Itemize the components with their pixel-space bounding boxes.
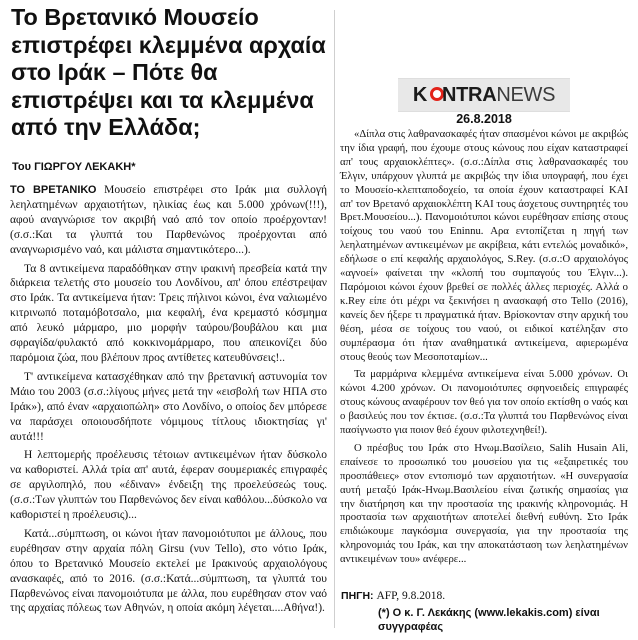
logo-text: NTRA: [441, 84, 497, 106]
paragraph: Η λεπτομερής προέλευσις τέτοιων αντικειμένων ήταν δύσκολο να καθοριστεί. Αλλά τρία απ' αυτά, έφεραν σουμεριακές επιγραφές σε αργιλοπηλό, που «έδιναν» ένδειξη της προελεύσεώς τους. (σ.σ.:Των γλυπτών του Παρθενώνος δεν είναι καθόλου...δύσκολο να καθοριστεί η προέλευσις)...: [10, 449, 327, 522]
left-column: [10, 183, 327, 620]
paragraph: «Δίπλα στις λαθρανασκαφές ήταν σπασμένοι κώνοι με ακριβώς την ίδια γραφή, που έχουμε στους κώνους που είχαν καταστραφεί απ' τους αρχαιοκλέπτες». (σ.σ.:Δίπλα στις λαθρανασκαφές του Έλγιν, υπάρχουν γλυπτά με ακριβώς την ίδια υπογραφή, που έχει το Μουσείο-κλεπταποδοχείο, τα οποία έχουν καταστραφεί ΚΑΙ απ' τον Βρετανό αρχαιοκλέπτη ΚΑΙ τους άσχετους συντηρητές του Βρετ.Μουσείου...). Πανομοιότυποι κώνοι ευρέθησαν επίσης στους τοίχους του ναού του Eninnu. Αρα εντοπίζεται η πηγή των λεηλατημένων αντικειμένων με ακρίβεια, κάτι εντελώς μοναδικό», εδήλωσε ο επί κεφαλής αρχαιολόγος, S.Rey. (σ.σ.:Ο αρχαιολόγος «αγνοεί» φαίνεται την «κλοπή του συμπαγούς του Έλγιν...). Παρόμοιοι κώνοι έχουν βρεθεί σε πολλές άλλες περιοχές. Αλλά ο κ.Rey είπε ότι μέχρι να ξεκινήσει η ανασκαφή στο Tello (2016), κανείς δεν ήξερε τι πραγματικά ήταν. Βρίσκονταν στην αρχική του θέση, μέσα σε τοίχους του ναού, οι ειδικοί κατέληξαν στο συμπέρασμα ότι ήταν αναθηματικά αντικείμενα, αφιερωμένα στους θεούς των Μεσοποταμίων...: [340, 128, 628, 363]
article-headline: Το Βρετανικό Μουσείο επιστρέφει κλεμμένα αρχαία στο Ιράκ – Πότε θα επιστρέψει και τα κλεμμένα από την Ελλάδα;: [11, 4, 326, 140]
logo-wordmark: [398, 84, 570, 107]
paragraph: Κατά...σύμπτωση, οι κώνοι ήταν πανομοιότυποι με άλλους, που ευρέθησαν στην αρχαία πόλη Girsu (νυν Tello), στο νότιο Ιράκ, όπου το Βρετανικό Μουσείο εκτελεί με Ιρακινούς αρχαιολόγους ανασκαφές, από το 2016. (σ.σ.:Κατά...σύμπτωση, τα γλυπτά του Παρθενώνος είναι πανομοιότυπα με άλλα, που ευρέθησαν στον ναό της αρχαίας πόλεως των Αθηνών, η οποία ακόμη λέγεται....Αθήνα!).: [10, 527, 327, 615]
author-note: (*) Ο κ. Γ. Λεκάκης (www.lekakis.com) είναι συγγραφέας: [378, 607, 600, 633]
lead-in-text: ΤΟ ΒΡΕΤΑΝΙΚΟ: [10, 184, 97, 196]
source-label: ΠΗΓΗ:: [341, 590, 374, 602]
logo-letter: K: [412, 84, 427, 106]
paragraph-text: Μουσείο επιστρέφει στο Ιράκ μια συλλογή λεηλατημένων αρχαιοτήτων, ηλικίας έως και 5.000 χρόνων(!!!), αφού αναγνώρισε τον ακριβή ναό από τον οποίο προέρχονταν! (σ.σ.:Και τα γλυπτά του Παρθενώνος προέρχονται από αναγνωρισμένο ναό, και μάλιστα σημαντικότερο...).: [10, 184, 327, 256]
paragraph: Τ' αντικείμενα κατασχέθηκαν από την βρετανική αστυνομία τον Μάιο του 2003 (σ.σ.:λίγους μήνες μετά την «εισβολή των ΗΠΑ στο Ιράκ»), από έναν «αρχαιοπώλη» στο Λονδίνο, ο οποίος δεν μπόρεσε να παράσχει οποιουσδήποτε νόμιμους τίτλους ιδιοκτησίας γι' αυτά!!!: [10, 370, 327, 443]
article-date: 26.8.2018: [456, 112, 512, 126]
right-column: [340, 128, 628, 571]
kontranews-logo: [398, 78, 570, 112]
paragraph: [10, 183, 327, 258]
logo-news: NEWS: [496, 84, 556, 106]
column-divider: [334, 10, 335, 628]
paragraph: Τα μαρμάρινα κλεμμένα αντικείμενα είναι 5.000 χρόνων. Οι κώνοι 4.200 χρόνων. Οι πανομοιότυπες σφηνοειδείς επιγραφές στους κώνους αναφέρουν τον θεό για τον οποίο εκτίσθη ο ναός και ο βασιλεύς που τον έκτισε. (σ.σ.:Τα γλυπτά του Παρθενώνος είναι πασίγνωστο για ποιον θεό έχουν φιλοτεχνηθεί!).: [340, 368, 628, 437]
source-text: AFP, 9.8.2018.: [373, 590, 446, 602]
paragraph: Τα 8 αντικείμενα παραδόθηκαν στην ιρακινή πρεσβεία κατά την διάρκεια τελετής στο μουσείο του Λονδίνου, απ' όπου επέστρεψαν στο Ιράκ. Τα αντικείμενα ήταν: Τρεις πήλινοι κώνοι, ένα ναλιωμένο κιτρινωπό ποταμόβοτσαλο, μια κεφαλή, ένα κρεμαστό κόσμημα από λευκό μάρμαρο, μιο μορφήν ταύρου/βουβάλου και μια σφραγίδα/φυλακτό από κοκκινομάρμαρο, που απεικονίζει δύο παρόμοια ζώα, που βλέπουν προς αντίθετες κατευθύνσεις!..: [10, 262, 327, 364]
source-line: [341, 590, 445, 602]
paragraph: Ο πρέσβυς του Ιράκ στο Ηνωμ.Βασίλειο, Salih Husain Ali, επαίνεσε το προσωπικό του μουσείου για τις «εξαιρετικές του προσπάθειες» στον εντοπισμό των αρχαιοτήτων. «Η συνεργασία αυτή μεταξύ Ιράκ-Ηνωμ.Βασιλείου είναι ζωτικής σημασίας για την διατήρηση και την προστασία της ιρακινής κληρονομιάς. Η προστασία των αρχαιοτήτων αποτελεί διεθνή ευθύνη. Στο Ιράκ επιδιώκουμε παγκόσμια συνεργασία, για την προστασία της κληρονομιάς του Ιράκ, και την αποκατάσταση των λεηλατημένων αντικειμένων του» ανέφερε...: [340, 441, 628, 566]
article-byline: Του ΓΙΩΡΓΟΥ ΛΕΚΑΚΗ*: [12, 161, 136, 173]
